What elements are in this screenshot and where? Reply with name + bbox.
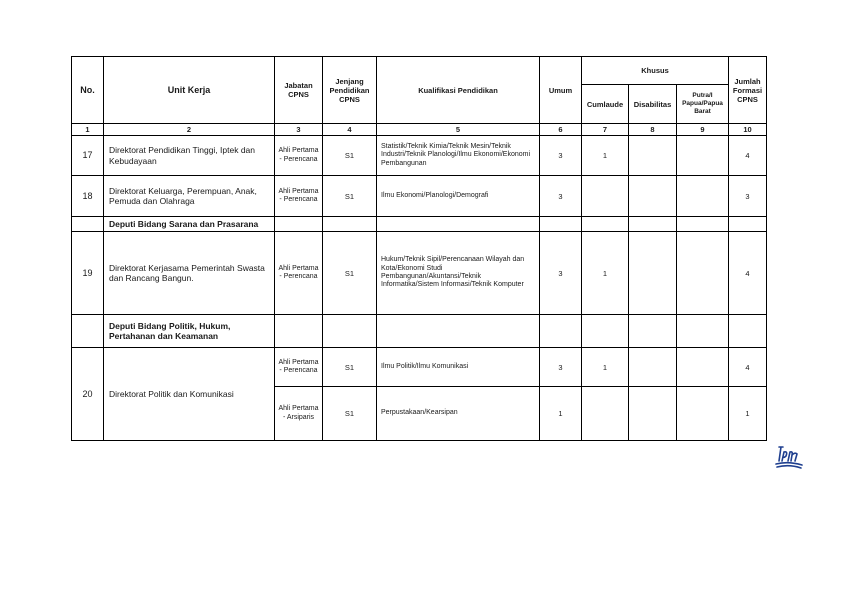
empty-cell (582, 315, 629, 348)
empty-cell (323, 217, 377, 232)
header-no: No. (72, 57, 104, 124)
row-jumlah: 4 (729, 136, 767, 176)
empty-cell (377, 217, 540, 232)
empty-cell (540, 217, 582, 232)
header-disabilitas: Disabilitas (629, 85, 677, 124)
empty-cell (72, 217, 104, 232)
row-cumlaude: 1 (582, 348, 629, 387)
row-papua (677, 387, 729, 441)
column-index: 7 (582, 124, 629, 136)
row-papua (677, 176, 729, 217)
row-jabatan: Ahli Pertama - Perencana (275, 348, 323, 387)
row-kualifikasi: Hukum/Teknik Sipil/Perencanaan Wilayah dan Kota/Ekonomi Studi Pembangunan/Akuntansi/Teknik Informatika/Sistem Informasi/Teknik Komputer (377, 232, 540, 315)
row-umum: 3 (540, 348, 582, 387)
row-cumlaude (582, 387, 629, 441)
row-disabilitas (629, 387, 677, 441)
row-jabatan: Ahli Pertama - Perencana (275, 136, 323, 176)
row-jabatan: Ahli Pertama - Arsiparis (275, 387, 323, 441)
empty-cell (629, 217, 677, 232)
row-kualifikasi: Statistik/Teknik Kimia/Teknik Mesin/Teknik Industri/Teknik Planologi/Ilmu Ekonomi/Ekonomi Pembangunan (377, 136, 540, 176)
empty-cell (629, 315, 677, 348)
header-jenjang: Jenjang Pendidikan CPNS (323, 57, 377, 124)
row-jabatan: Ahli Pertama - Perencana (275, 176, 323, 217)
column-index: 3 (275, 124, 323, 136)
row-no: 18 (72, 176, 104, 217)
row-kualifikasi: Ilmu Politik/Ilmu Komunikasi (377, 348, 540, 387)
row-disabilitas (629, 136, 677, 176)
table-row (72, 348, 767, 387)
header-umum: Umum (540, 57, 582, 124)
row-cumlaude: 1 (582, 232, 629, 315)
empty-cell (582, 217, 629, 232)
empty-cell (377, 315, 540, 348)
row-umum: 3 (540, 232, 582, 315)
row-jumlah: 4 (729, 348, 767, 387)
formation-table (71, 56, 767, 441)
header-khusus: Khusus (582, 57, 729, 85)
row-jenjang: S1 (323, 387, 377, 441)
table-row (72, 136, 767, 176)
row-umum: 3 (540, 136, 582, 176)
empty-cell (729, 315, 767, 348)
row-disabilitas (629, 176, 677, 217)
empty-cell (323, 315, 377, 348)
section-title: Deputi Bidang Politik, Hukum, Pertahanan dan Keamanan (104, 315, 275, 348)
row-jenjang: S1 (323, 176, 377, 217)
column-index: 8 (629, 124, 677, 136)
header-papua: Putra/I Papua/Papua Barat (677, 85, 729, 124)
column-index: 6 (540, 124, 582, 136)
empty-cell (729, 217, 767, 232)
row-papua (677, 348, 729, 387)
row-unit: Direktorat Pendidikan Tinggi, Iptek dan Kebudayaan (104, 136, 275, 176)
column-index: 4 (323, 124, 377, 136)
row-disabilitas (629, 232, 677, 315)
column-index: 2 (104, 124, 275, 136)
row-kualifikasi: Perpustakaan/Kearsipan (377, 387, 540, 441)
row-unit: Direktorat Politik dan Komunikasi (104, 348, 275, 441)
column-index: 10 (729, 124, 767, 136)
column-index: 9 (677, 124, 729, 136)
row-jumlah: 1 (729, 387, 767, 441)
section-row (72, 217, 767, 232)
empty-cell (275, 217, 323, 232)
row-jenjang: S1 (323, 232, 377, 315)
empty-cell (72, 315, 104, 348)
column-index: 1 (72, 124, 104, 136)
table-row (72, 176, 767, 217)
row-unit: Direktorat Keluarga, Perempuan, Anak, Pemuda dan Olahraga (104, 176, 275, 217)
row-unit: Direktorat Kerjasama Pemerintah Swasta dan Rancang Bangun. (104, 232, 275, 315)
row-papua (677, 232, 729, 315)
row-jenjang: S1 (323, 348, 377, 387)
empty-cell (677, 315, 729, 348)
row-jumlah: 4 (729, 232, 767, 315)
empty-cell (677, 217, 729, 232)
header-cumlaude: Cumlaude (582, 85, 629, 124)
column-index-row (72, 124, 767, 136)
table-row (72, 232, 767, 315)
row-umum: 3 (540, 176, 582, 217)
header-jumlah: Jumlah Formasi CPNS (729, 57, 767, 124)
section-title: Deputi Bidang Sarana dan Prasarana (104, 217, 275, 232)
bappenas-logo-icon (774, 444, 804, 470)
empty-cell (275, 315, 323, 348)
section-row (72, 315, 767, 348)
row-jabatan: Ahli Pertama - Perencana (275, 232, 323, 315)
row-jenjang: S1 (323, 136, 377, 176)
row-jumlah: 3 (729, 176, 767, 217)
empty-cell (540, 315, 582, 348)
row-cumlaude (582, 176, 629, 217)
header-kualifikasi: Kualifikasi Pendidikan (377, 57, 540, 124)
row-no: 17 (72, 136, 104, 176)
header-jabatan: Jabatan CPNS (275, 57, 323, 124)
row-papua (677, 136, 729, 176)
row-no: 19 (72, 232, 104, 315)
column-index: 5 (377, 124, 540, 136)
row-no: 20 (72, 348, 104, 441)
header-unit: Unit Kerja (104, 57, 275, 124)
row-kualifikasi: Ilmu Ekonomi/Planologi/Demografi (377, 176, 540, 217)
row-cumlaude: 1 (582, 136, 629, 176)
row-umum: 1 (540, 387, 582, 441)
row-disabilitas (629, 348, 677, 387)
